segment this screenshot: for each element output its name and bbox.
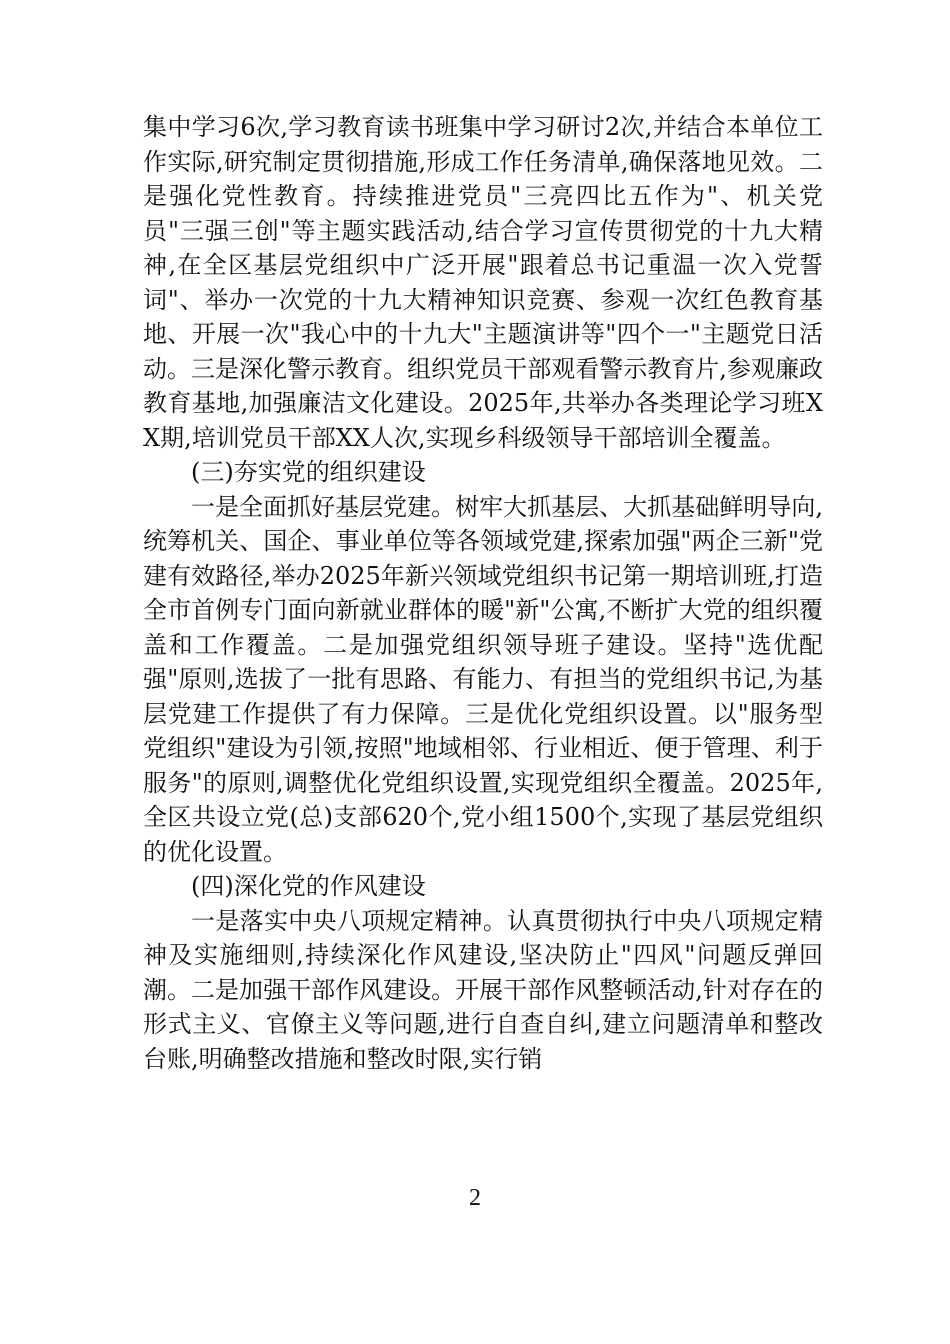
paragraph-continued: 集中学习6次,学习教育读书班集中学习研讨2次,并结合本单位工作实际,研究制定贯彻措施,形成工作任务清单,确保落地见效。二是强化党性教育。持续推进党员"三亮四比五作为"、机关党员"三强三创"等主题实践活动,结合学习宣传贯彻党的十九大精神,在全区基层党组织中广泛开展"跟着总书记重温一次入党誓词"、举办一次党的十九大精神知识竞赛、参观一次红色教育基地、开展一次"我心中的十九大"主题演讲等"四个一"主题党日活动。三是深化警示教育。组织党员干部观看警示教育片,参观廉政教育基地,加强廉洁文化建设。2025年,共举办各类理论学习班XX期,培训党员干部XX人次,实现乡科级领导干部培训全覆盖。 [143,113,823,452]
paragraph-organization: 一是全面抓好基层党建。树牢大抓基层、大抓基础鲜明导向,统筹机关、国企、事业单位等各领域党建,探索加强"两企三新"党建有效路径,举办2025年新兴领域党组织书记第一期培训班,打造全市首例专门面向新就业群体的暖"新"公寓,不断扩大党的组织覆盖和工作覆盖。二是加强党组织领导班子建设。坚持"选优配强"原则,选拔了一批有思路、有能力、有担当的党组织书记,为基层党建工作提供了有力保障。三是优化党组织设置。以"服务型党组织"建设为引领,按照"地域相邻、行业相近、便于管理、利于服务"的原则,调整优化党组织设置,实现党组织全覆盖。2025年,全区共设立党(总)支部620个,党小组1500个,实现了基层党组织的优化设置。 [143,492,823,866]
section-heading-organization: (三)夯实党的组织建设 [191,458,426,486]
page-number: 2 [469,1185,481,1211]
paragraph-work-style: 一是落实中央八项规定精神。认真贯彻执行中央八项规定精神及实施细则,持续深化作风建设,坚决防止"四风"问题反弹回潮。二是加强干部作风建设。开展干部作风整顿活动,针对存在的形式主义、官僚主义等问题,进行自查自纠,建立问题清单和整改台账,明确整改措施和整改时限,实行销 [143,906,823,1073]
document-body [143,110,823,1076]
section-heading-work-style: (四)深化党的作风建设 [191,872,426,900]
